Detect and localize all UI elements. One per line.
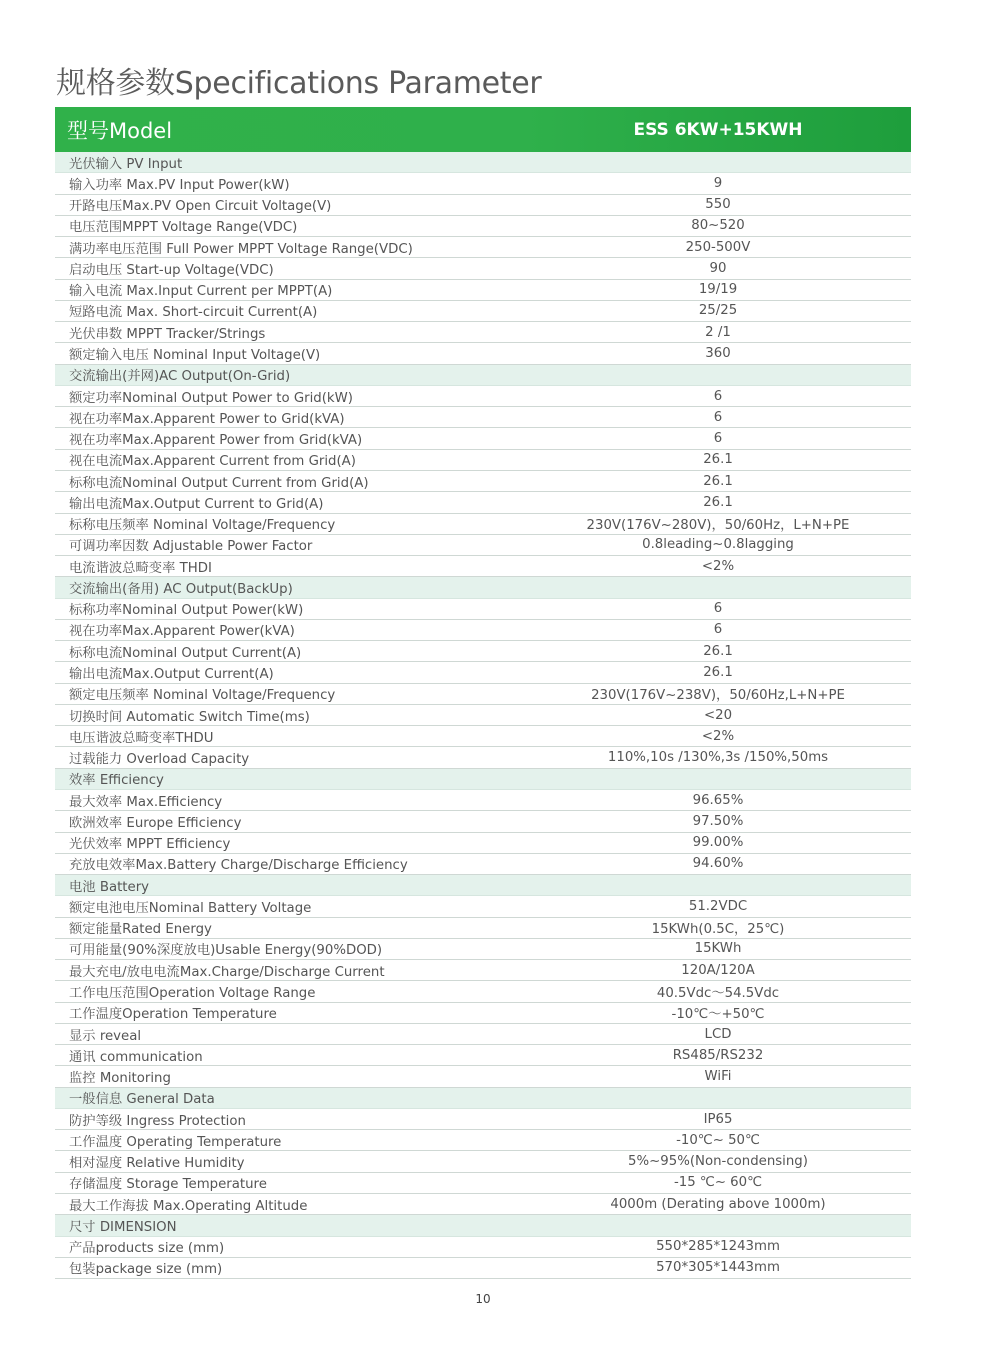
row-value: 26.1 — [703, 473, 733, 489]
table-row — [55, 386, 911, 407]
row-value: 550 — [705, 197, 731, 213]
row-value: -10℃~ 50℃ — [676, 1132, 760, 1148]
row-label: 输入电流 Max.Input Current per MPPT(A) — [69, 284, 333, 300]
row-value: 6 — [713, 601, 723, 617]
section-header-row — [55, 365, 911, 386]
table-row — [55, 1151, 911, 1172]
table-row — [55, 833, 911, 854]
page-number: 10 — [475, 1292, 491, 1306]
row-label: 通讯 communication — [69, 1049, 203, 1065]
table-body — [55, 152, 911, 1279]
row-label: 视在电流Max.Apparent Current from Grid(A) — [69, 454, 356, 470]
row-value: 97.50% — [692, 813, 744, 829]
row-label: 欧洲效率 Europe Efficiency — [69, 815, 242, 831]
section-header-row — [55, 577, 911, 598]
table-row — [55, 1130, 911, 1151]
table-row — [55, 471, 911, 492]
row-label: 一般信息 General Data — [69, 1092, 215, 1108]
table-row — [55, 195, 911, 216]
section-header-row — [55, 769, 911, 790]
table-row — [55, 896, 911, 917]
row-label: 光伏输入 PV Input — [69, 156, 183, 172]
row-label: 工作温度Operation Temperature — [69, 1007, 277, 1023]
table-row — [55, 981, 911, 1002]
table-row — [55, 1066, 911, 1087]
row-label: 标称电流Nominal Output Current(A) — [69, 645, 302, 661]
row-label: 输出电流Max.Output Current to Grid(A) — [69, 496, 324, 512]
table-row — [55, 641, 911, 662]
row-value: 80~520 — [691, 218, 745, 234]
row-value: 26.1 — [703, 665, 733, 680]
row-value: 570*305*1443mm — [656, 1260, 780, 1276]
row-label: 电压谐波总畸变率THDU — [69, 730, 214, 746]
row-value: 2 /1 — [705, 324, 731, 340]
table-row — [55, 811, 911, 832]
row-value: 360 — [705, 346, 731, 362]
row-value: 550*285*1243mm — [656, 1239, 780, 1255]
row-value: <2% — [701, 728, 735, 744]
row-value: 15KWh(0.5C，25℃) — [651, 922, 785, 938]
row-label: 监控 Monitoring — [69, 1071, 171, 1087]
section-header-row — [55, 152, 911, 173]
table-row — [55, 1045, 911, 1066]
row-label: 最大效率 Max.Efficiency — [69, 794, 223, 810]
table-row — [55, 492, 911, 513]
row-value: 110%,10s /130%,3s /150%,50ms — [607, 750, 829, 766]
table-row — [55, 428, 911, 449]
table-row — [55, 599, 911, 620]
row-label: 电流谐波总畸变率 THDI — [69, 560, 212, 576]
table-row — [55, 1024, 911, 1045]
row-label: 额定电池电压Nominal Battery Voltage — [69, 900, 312, 916]
table-row — [55, 407, 911, 428]
row-value: 230V(176V~280V)，50/60Hz，L+N+PE — [586, 518, 850, 534]
row-label: 交流输出(备用) AC Output(BackUp) — [69, 581, 293, 597]
row-value: 19/19 — [698, 282, 738, 298]
row-label: 开路电压Max.PV Open Circuit Voltage(V) — [69, 199, 332, 215]
table-row — [55, 280, 911, 301]
row-label: 标称电压频率 Nominal Voltage/Frequency — [69, 518, 336, 534]
row-value: <2% — [701, 558, 735, 574]
row-value: IP65 — [703, 1111, 733, 1127]
row-value: 0.8leading~0.8lagging — [642, 537, 794, 553]
table-row — [55, 620, 911, 641]
table-row — [55, 939, 911, 960]
row-label: 工作电压范围Operation Voltage Range — [69, 985, 316, 1001]
row-label: 工作温度 Operating Temperature — [69, 1134, 282, 1150]
model-label: 型号Model — [67, 118, 173, 143]
table-row — [55, 918, 911, 939]
row-label: 满功率电压范围 Full Power MPPT Voltage Range(VDC) — [69, 241, 413, 257]
table-row — [55, 1173, 911, 1194]
row-label: 显示 reveal — [69, 1028, 142, 1044]
row-label: 最大工作海拔 Max.Operating Altitude — [69, 1198, 308, 1214]
model-value: ESS 6KW+15KWH — [633, 119, 803, 140]
row-value: 6 — [713, 431, 723, 447]
table-row — [55, 747, 911, 768]
row-label: 效率 Efficiency — [69, 773, 164, 789]
row-value: 51.2VDC — [688, 898, 748, 914]
row-value: 6 — [713, 622, 723, 638]
row-value: 40.5Vdc～54.5Vdc — [656, 985, 780, 1001]
row-label: 额定电压频率 Nominal Voltage/Frequency — [69, 688, 336, 704]
row-label: 可用能量(90%深度放电)Usable Energy(90%DOD) — [69, 943, 383, 959]
row-label: 启动电压 Start-up Voltage(VDC) — [69, 262, 274, 278]
row-value: 4000m (Derating above 1000m) — [610, 1196, 826, 1212]
table-row — [55, 960, 911, 981]
row-label: 防护等级 Ingress Protection — [69, 1113, 246, 1129]
row-label: 可调功率因数 Adjustable Power Factor — [69, 539, 313, 555]
row-label: 充放电效率Max.Battery Charge/Discharge Efficiency — [69, 858, 408, 874]
row-label: 光伏效率 MPPT Efficiency — [69, 837, 231, 853]
row-label: 包装package size (mm) — [69, 1262, 223, 1278]
row-label: 输入功率 Max.PV Input Power(kW) — [69, 177, 290, 193]
table-row — [55, 301, 911, 322]
row-value: 96.65% — [692, 792, 744, 808]
row-value: 230V(176V~238V)，50/60Hz,L+N+PE — [591, 688, 845, 704]
row-value: 250-500V — [685, 239, 751, 255]
table-header — [55, 107, 911, 152]
row-value: 94.60% — [692, 856, 744, 872]
table-row — [55, 1237, 911, 1258]
row-label: 视在功率Max.Apparent Power from Grid(kVA) — [69, 433, 363, 449]
row-value: RS485/RS232 — [672, 1047, 764, 1063]
row-label: 短路电流 Max. Short-circuit Current(A) — [69, 305, 318, 321]
specifications-table — [55, 107, 911, 1279]
row-value: 26.1 — [703, 452, 733, 468]
section-header-row — [55, 875, 911, 896]
row-value: 5%~95%(Non-condensing) — [628, 1154, 808, 1170]
row-label: 产品products size (mm) — [69, 1241, 225, 1257]
table-row — [55, 1194, 911, 1215]
row-value: -15 ℃~ 60℃ — [673, 1175, 763, 1191]
row-label: 输出电流Max.Output Current(A) — [69, 667, 274, 682]
row-value: <20 — [703, 707, 733, 723]
table-row — [55, 684, 911, 705]
row-label: 光伏串数 MPPT Tracker/Strings — [69, 326, 266, 342]
row-label: 切换时间 Automatic Switch Time(ms) — [69, 709, 310, 725]
row-value: 26.1 — [703, 643, 733, 659]
table-row — [55, 343, 911, 364]
row-label: 过载能力 Overload Capacity — [69, 752, 250, 768]
table-row — [55, 790, 911, 811]
page-title: 规格参数Specifications Parameter — [56, 66, 542, 101]
row-label: 视在功率Max.Apparent Power(kVA) — [69, 624, 295, 640]
row-value: 90 — [709, 260, 727, 276]
row-label: 交流输出(并网)AC Output(On-Grid) — [69, 369, 291, 385]
row-value: 15KWh — [694, 941, 742, 957]
row-label: 相对湿度 Relative Humidity — [69, 1156, 245, 1172]
row-value: 99.00% — [692, 835, 744, 851]
table-row — [55, 258, 911, 279]
table-row — [55, 535, 911, 556]
row-value: WiFi — [704, 1069, 732, 1085]
table-row — [55, 556, 911, 577]
table-row — [55, 1258, 911, 1279]
table-row — [55, 705, 911, 726]
row-label: 电池 Battery — [69, 879, 150, 895]
row-label: 额定输入电压 Nominal Input Voltage(V) — [69, 348, 321, 364]
row-label: 尺寸 DIMENSION — [69, 1219, 177, 1235]
row-label: 电压范围MPPT Voltage Range(VDC) — [69, 220, 298, 236]
table-row — [55, 662, 911, 683]
table-row — [55, 514, 911, 535]
row-value: 6 — [713, 409, 723, 425]
row-value: 25/25 — [698, 303, 738, 319]
row-value: 120A/120A — [681, 962, 755, 978]
table-row — [55, 854, 911, 875]
row-label: 最大充电/放电电流Max.Charge/Discharge Current — [69, 964, 385, 980]
row-value: 26.1 — [703, 494, 733, 510]
row-value: 9 — [713, 175, 723, 191]
row-value: 6 — [713, 388, 723, 404]
section-header-row — [55, 1215, 911, 1236]
row-label: 标称电流Nominal Output Current from Grid(A) — [69, 475, 369, 491]
table-row — [55, 726, 911, 747]
row-value: -10℃～+50℃ — [671, 1007, 765, 1023]
row-label: 存储温度 Storage Temperature — [69, 1177, 267, 1193]
row-label: 视在功率Max.Apparent Power to Grid(kVA) — [69, 411, 345, 427]
table-row — [55, 322, 911, 343]
section-header-row — [55, 1088, 911, 1109]
table-row — [55, 1003, 911, 1024]
row-label: 额定功率Nominal Output Power to Grid(kW) — [69, 390, 353, 406]
table-row — [55, 1109, 911, 1130]
row-label: 标称功率Nominal Output Power(kW) — [69, 603, 304, 619]
row-value: LCD — [704, 1026, 732, 1042]
table-row — [55, 216, 911, 237]
table-row — [55, 173, 911, 194]
table-row — [55, 237, 911, 258]
row-label: 额定能量Rated Energy — [69, 922, 212, 938]
table-row — [55, 450, 911, 471]
